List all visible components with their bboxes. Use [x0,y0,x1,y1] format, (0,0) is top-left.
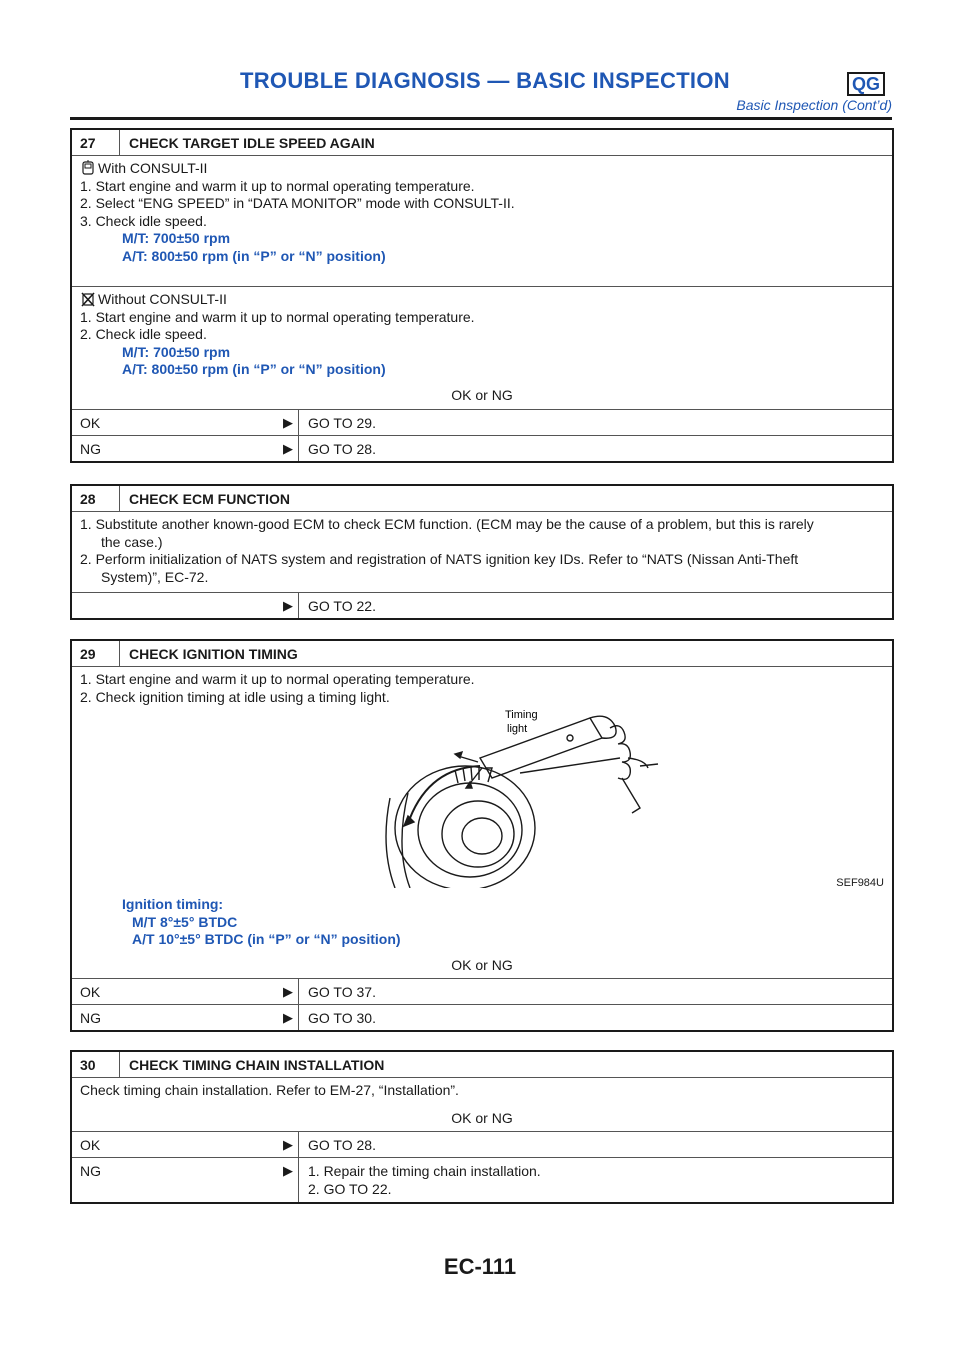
section-header [72,1052,892,1078]
section-body [72,667,892,978]
step-line: 2. Perform initialization of NATS system and registration of NATS ignition key IDs. Refer to “NATS (Nissan Anti-Theft [80,551,799,567]
result-action: GO TO 28. [308,1137,376,1153]
step-line: 1. Start engine and warm it up to normal operating temperature. [80,308,475,325]
header-divider [119,641,120,666]
section-body [72,512,892,592]
action-line: 2. GO TO 22. [308,1181,392,1197]
row-divider [298,1005,299,1030]
ok-or-ng-label: OK or NG [451,956,513,973]
result-label: NG [80,441,101,457]
section-number: 29 [80,646,96,662]
section-number: 30 [80,1057,96,1073]
row-divider [298,593,299,618]
row-divider [298,410,299,435]
result-row [72,592,892,618]
step-line: 1. Start engine and warm it up to normal operating temperature. [80,671,475,687]
spec-title: Ignition timing: [122,896,224,912]
result-row-ng [72,1157,892,1202]
row-divider [298,1132,299,1157]
spec-line: A/T: 800±50 rpm (in “P” or “N” position) [122,361,386,377]
page-title: TROUBLE DIAGNOSIS — BASIC INSPECTION [240,68,730,93]
result-label: OK [80,415,101,431]
page-number: EC-111 [443,1254,517,1279]
step-line: 2. Check ignition timing at idle using a timing light. [80,688,390,705]
step-line: 3. Check idle speed. [80,212,207,229]
row-divider [298,979,299,1004]
arrow-icon: ▶ [283,441,293,456]
instruction-text: Check timing chain installation. Refer to EM-27, “Installation”. [80,1082,459,1098]
section-29 [70,639,894,1032]
with-consult-label: With CONSULT-II [98,160,208,176]
section-title: CHECK TIMING CHAIN INSTALLATION [129,1057,385,1073]
header-divider [119,130,120,155]
section-title: CHECK IGNITION TIMING [129,646,298,662]
result-row-ok [72,978,892,1004]
step-line: 1. Start engine and warm it up to normal operating temperature. [80,177,475,194]
spec-line: M/T: 700±50 rpm [122,343,231,360]
spec-line: A/T 10°±5° BTDC (in “P” or “N” position) [132,931,401,947]
row-divider [298,1158,299,1202]
page-subtitle: Basic Inspection (Cont’d) [736,97,892,113]
section-header [72,641,892,667]
header-divider [119,486,120,511]
ok-or-ng-label: OK or NG [451,1109,513,1126]
result-action [308,1162,541,1198]
consult-tool-icon [80,160,96,176]
result-action: GO TO 29. [308,415,376,431]
step-line: System)”, EC-72. [101,568,209,585]
spec-line: M/T: 700±50 rpm [122,230,231,246]
header-divider [119,1052,120,1077]
result-row-ng [72,435,892,461]
section-number: 28 [80,491,96,507]
header-rule [70,117,892,120]
figure-label: Timing [505,709,538,721]
timing-light-figure [80,706,884,896]
result-label: OK [80,984,101,1000]
page-header [70,66,892,120]
without-consult-block [72,287,892,409]
result-row-ok [72,1131,892,1157]
arrow-icon: ▶ [283,984,293,999]
no-tool-icon [80,291,96,307]
result-action: GO TO 30. [308,1010,376,1026]
engine-badge: QG [847,72,885,96]
section-title: CHECK ECM FUNCTION [129,491,290,507]
arrow-icon: ▶ [283,415,293,430]
arrow-icon: ▶ [283,1137,293,1152]
ok-or-ng-label: OK or NG [451,386,513,403]
section-body [72,1078,892,1131]
result-label: OK [80,1137,101,1153]
spec-line: M/T 8°±5° BTDC [132,913,238,930]
step-line: the case.) [101,533,163,550]
step-line: 2. Check idle speed. [80,326,207,342]
step-line: 1. Substitute another known-good ECM to check ECM function. (ECM may be the cause of a problem, but this is rarely [80,516,814,532]
without-consult-label: Without CONSULT-II [98,291,227,307]
spec-line: A/T: 800±50 rpm (in “P” or “N” position) [122,247,386,264]
result-action: GO TO 37. [308,984,376,1000]
section-header [72,486,892,512]
section-28 [70,484,894,620]
section-27 [70,128,894,463]
result-action: GO TO 22. [308,598,376,614]
figure-label: light [507,723,528,735]
arrow-icon: ▶ [283,1163,293,1178]
arrow-icon: ▶ [283,598,293,613]
result-row-ng [72,1004,892,1030]
action-line: 1. Repair the timing chain installation. [308,1163,541,1179]
row-divider [298,436,299,461]
timing-light-illustration [370,708,660,888]
result-label: NG [80,1163,101,1179]
result-action: GO TO 28. [308,441,376,457]
section-title: CHECK TARGET IDLE SPEED AGAIN [129,135,375,151]
section-30 [70,1050,894,1204]
result-label: NG [80,1010,101,1026]
result-row-ok [72,409,892,435]
step-line: 2. Select “ENG SPEED” in “DATA MONITOR” mode with CONSULT-II. [80,195,515,211]
figure-code: SEF984U [836,876,884,889]
arrow-icon: ▶ [283,1010,293,1025]
with-consult-block [72,156,892,286]
section-header [72,130,892,156]
section-number: 27 [80,135,96,151]
